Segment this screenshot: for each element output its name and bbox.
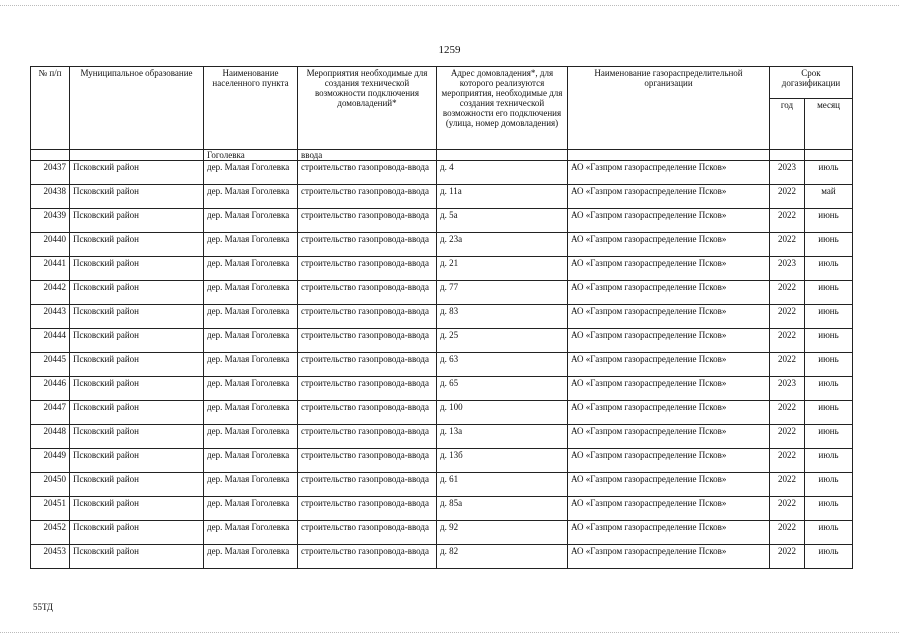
cell-settlement: дер. Малая Гоголевка xyxy=(204,473,298,497)
header-municipality: Муниципальное образование xyxy=(70,67,204,150)
cell-year: 2022 xyxy=(770,353,805,377)
cell-year: 2023 xyxy=(770,377,805,401)
header-address: Адрес домовладения*, для которого реализуются мероприятия, необходимые для создания технической возможности его подключения (улица, номер домовладения) xyxy=(437,67,568,150)
cell-num: 20440 xyxy=(31,233,70,257)
cell-num xyxy=(31,150,70,161)
cell-measures: строительство газопровода-ввода xyxy=(298,353,437,377)
cell-measures: строительство газопровода-ввода xyxy=(298,449,437,473)
table-row xyxy=(31,209,853,233)
table-body xyxy=(31,150,853,569)
cell-municipality: Псковский район xyxy=(70,353,204,377)
cell-month: июнь xyxy=(805,425,853,449)
cell-address: д. 23а xyxy=(437,233,568,257)
cell-gas-org: АО «Газпром газораспределение Псков» xyxy=(568,377,770,401)
cell-year: 2022 xyxy=(770,185,805,209)
cell-month: июнь xyxy=(805,209,853,233)
cell-gas-org: АО «Газпром газораспределение Псков» xyxy=(568,473,770,497)
cell-gas-org xyxy=(568,150,770,161)
cell-municipality: Псковский район xyxy=(70,473,204,497)
cell-month: июнь xyxy=(805,353,853,377)
cell-municipality: Псковский район xyxy=(70,161,204,185)
table-row xyxy=(31,281,853,305)
cell-gas-org: АО «Газпром газораспределение Псков» xyxy=(568,521,770,545)
cell-num: 20444 xyxy=(31,329,70,353)
header-month: месяц xyxy=(805,99,853,150)
cell-settlement: дер. Малая Гоголевка xyxy=(204,257,298,281)
table-row xyxy=(31,425,853,449)
cell-year: 2022 xyxy=(770,425,805,449)
cell-settlement: дер. Малая Гоголевка xyxy=(204,377,298,401)
cell-municipality: Псковский район xyxy=(70,233,204,257)
cell-month: июль xyxy=(805,161,853,185)
cell-measures: строительство газопровода-ввода xyxy=(298,377,437,401)
cell-num: 20449 xyxy=(31,449,70,473)
cell-gas-org: АО «Газпром газораспределение Псков» xyxy=(568,305,770,329)
cell-num: 20438 xyxy=(31,185,70,209)
cell-num: 20445 xyxy=(31,353,70,377)
cell-measures: строительство газопровода-ввода xyxy=(298,209,437,233)
cell-measures: строительство газопровода-ввода xyxy=(298,497,437,521)
scan-artifact-top xyxy=(0,5,899,6)
cell-settlement: Гоголевка xyxy=(204,150,298,161)
cell-gas-org: АО «Газпром газораспределение Псков» xyxy=(568,353,770,377)
cell-settlement: дер. Малая Гоголевка xyxy=(204,305,298,329)
cell-num: 20441 xyxy=(31,257,70,281)
cell-num: 20439 xyxy=(31,209,70,233)
header-num: № п/п xyxy=(31,67,70,150)
cell-measures: строительство газопровода-ввода xyxy=(298,185,437,209)
cell-gas-org: АО «Газпром газораспределение Псков» xyxy=(568,329,770,353)
cell-address: д. 82 xyxy=(437,545,568,569)
cell-municipality xyxy=(70,150,204,161)
cell-gas-org: АО «Газпром газораспределение Псков» xyxy=(568,497,770,521)
cell-month: июнь xyxy=(805,233,853,257)
cell-municipality: Псковский район xyxy=(70,209,204,233)
header-gas-org: Наименование газораспределительной организации xyxy=(568,67,770,150)
cell-measures: строительство газопровода-ввода xyxy=(298,329,437,353)
cell-month: июнь xyxy=(805,305,853,329)
cell-num: 20451 xyxy=(31,497,70,521)
cell-num: 20447 xyxy=(31,401,70,425)
cell-settlement: дер. Малая Гоголевка xyxy=(204,281,298,305)
cell-settlement: дер. Малая Гоголевка xyxy=(204,185,298,209)
cell-gas-org: АО «Газпром газораспределение Псков» xyxy=(568,257,770,281)
footer-code: 55ТД xyxy=(33,602,54,612)
cell-month: июль xyxy=(805,521,853,545)
scan-artifact-bottom xyxy=(0,632,899,633)
cell-settlement: дер. Малая Гоголевка xyxy=(204,161,298,185)
cell-municipality: Псковский район xyxy=(70,257,204,281)
cell-measures: строительство газопровода-ввода xyxy=(298,305,437,329)
cell-gas-org: АО «Газпром газораспределение Псков» xyxy=(568,281,770,305)
page-number: 1259 xyxy=(438,44,461,56)
cell-month: июль xyxy=(805,545,853,569)
table-row xyxy=(31,185,853,209)
cell-measures: строительство газопровода-ввода xyxy=(298,425,437,449)
cell-address: д. 11а xyxy=(437,185,568,209)
cell-address: д. 63 xyxy=(437,353,568,377)
cell-year: 2023 xyxy=(770,161,805,185)
cell-measures: строительство газопровода-ввода xyxy=(298,545,437,569)
table-row xyxy=(31,401,853,425)
cell-gas-org: АО «Газпром газораспределение Псков» xyxy=(568,545,770,569)
cell-num: 20452 xyxy=(31,521,70,545)
cell-address: д. 4 xyxy=(437,161,568,185)
cell-address: д. 5а xyxy=(437,209,568,233)
header-term: Срок догазификации xyxy=(770,67,853,99)
cell-municipality: Псковский район xyxy=(70,185,204,209)
cell-municipality: Псковский район xyxy=(70,497,204,521)
cell-num: 20450 xyxy=(31,473,70,497)
cell-year: 2022 xyxy=(770,305,805,329)
cell-address: д. 83 xyxy=(437,305,568,329)
cell-measures: строительство газопровода-ввода xyxy=(298,161,437,185)
table-row xyxy=(31,353,853,377)
cell-month: июль xyxy=(805,497,853,521)
cell-address: д. 77 xyxy=(437,281,568,305)
cell-month: июнь xyxy=(805,281,853,305)
cell-year: 2023 xyxy=(770,257,805,281)
cell-year: 2022 xyxy=(770,209,805,233)
cell-address: д. 85а xyxy=(437,497,568,521)
cell-settlement: дер. Малая Гоголевка xyxy=(204,425,298,449)
table-header-row xyxy=(31,67,853,99)
cell-measures: строительство газопровода-ввода xyxy=(298,257,437,281)
cell-num: 20453 xyxy=(31,545,70,569)
cell-month: май xyxy=(805,185,853,209)
cell-measures: строительство газопровода-ввода xyxy=(298,401,437,425)
cell-address: д. 21 xyxy=(437,257,568,281)
cell-year: 2022 xyxy=(770,473,805,497)
cell-year: 2022 xyxy=(770,497,805,521)
cell-municipality: Псковский район xyxy=(70,401,204,425)
cell-gas-org: АО «Газпром газораспределение Псков» xyxy=(568,449,770,473)
cell-gas-org: АО «Газпром газораспределение Псков» xyxy=(568,209,770,233)
cell-num: 20446 xyxy=(31,377,70,401)
cell-year: 2022 xyxy=(770,281,805,305)
cell-num: 20442 xyxy=(31,281,70,305)
table-row xyxy=(31,473,853,497)
cell-municipality: Псковский район xyxy=(70,449,204,473)
cell-gas-org: АО «Газпром газораспределение Псков» xyxy=(568,233,770,257)
cell-municipality: Псковский район xyxy=(70,329,204,353)
table-row xyxy=(31,257,853,281)
gasification-table xyxy=(30,66,853,569)
cell-address: д. 92 xyxy=(437,521,568,545)
cell-settlement: дер. Малая Гоголевка xyxy=(204,233,298,257)
cell-settlement: дер. Малая Гоголевка xyxy=(204,209,298,233)
cell-measures: строительство газопровода-ввода xyxy=(298,233,437,257)
cell-address: д. 13б xyxy=(437,449,568,473)
table-row xyxy=(31,449,853,473)
cell-municipality: Псковский район xyxy=(70,521,204,545)
cell-settlement: дер. Малая Гоголевка xyxy=(204,545,298,569)
cell-measures: ввода xyxy=(298,150,437,161)
cell-settlement: дер. Малая Гоголевка xyxy=(204,353,298,377)
cell-num: 20448 xyxy=(31,425,70,449)
cell-municipality: Псковский район xyxy=(70,281,204,305)
table-row xyxy=(31,161,853,185)
cell-municipality: Псковский район xyxy=(70,305,204,329)
cell-month: июль xyxy=(805,449,853,473)
cell-measures: строительство газопровода-ввода xyxy=(298,473,437,497)
table-row xyxy=(31,233,853,257)
header-settlement: Наименование населенного пункта xyxy=(204,67,298,150)
cell-year: 2022 xyxy=(770,401,805,425)
cell-year xyxy=(770,150,805,161)
header-measures: Мероприятия необходимые для создания технической возможности подключения домовладений* xyxy=(298,67,437,150)
cell-gas-org: АО «Газпром газораспределение Псков» xyxy=(568,401,770,425)
header-year: год xyxy=(770,99,805,150)
table-row xyxy=(31,377,853,401)
cell-address: д. 65 xyxy=(437,377,568,401)
table-row xyxy=(31,305,853,329)
cell-year: 2022 xyxy=(770,545,805,569)
cell-settlement: дер. Малая Гоголевка xyxy=(204,449,298,473)
cell-month: июль xyxy=(805,257,853,281)
cell-address: д. 25 xyxy=(437,329,568,353)
cell-month: июнь xyxy=(805,329,853,353)
table-row xyxy=(31,329,853,353)
cell-year: 2022 xyxy=(770,233,805,257)
cell-month: июнь xyxy=(805,401,853,425)
cell-address: д. 61 xyxy=(437,473,568,497)
cell-address: д. 100 xyxy=(437,401,568,425)
cell-settlement: дер. Малая Гоголевка xyxy=(204,497,298,521)
cell-municipality: Псковский район xyxy=(70,545,204,569)
cell-address xyxy=(437,150,568,161)
cell-year: 2022 xyxy=(770,521,805,545)
cell-gas-org: АО «Газпром газораспределение Псков» xyxy=(568,425,770,449)
cell-num: 20437 xyxy=(31,161,70,185)
cell-gas-org: АО «Газпром газораспределение Псков» xyxy=(568,185,770,209)
table-row xyxy=(31,497,853,521)
cell-year: 2022 xyxy=(770,449,805,473)
cell-measures: строительство газопровода-ввода xyxy=(298,281,437,305)
cell-municipality: Псковский район xyxy=(70,377,204,401)
cell-month xyxy=(805,150,853,161)
cell-settlement: дер. Малая Гоголевка xyxy=(204,401,298,425)
cell-gas-org: АО «Газпром газораспределение Псков» xyxy=(568,161,770,185)
cell-municipality: Псковский район xyxy=(70,425,204,449)
cell-address: д. 13а xyxy=(437,425,568,449)
cell-measures: строительство газопровода-ввода xyxy=(298,521,437,545)
cell-settlement: дер. Малая Гоголевка xyxy=(204,521,298,545)
table-row xyxy=(31,521,853,545)
cell-month: июль xyxy=(805,377,853,401)
cell-month: июль xyxy=(805,473,853,497)
table-row xyxy=(31,545,853,569)
cell-year: 2022 xyxy=(770,329,805,353)
cell-num: 20443 xyxy=(31,305,70,329)
cell-settlement: дер. Малая Гоголевка xyxy=(204,329,298,353)
continuation-row xyxy=(31,150,853,161)
